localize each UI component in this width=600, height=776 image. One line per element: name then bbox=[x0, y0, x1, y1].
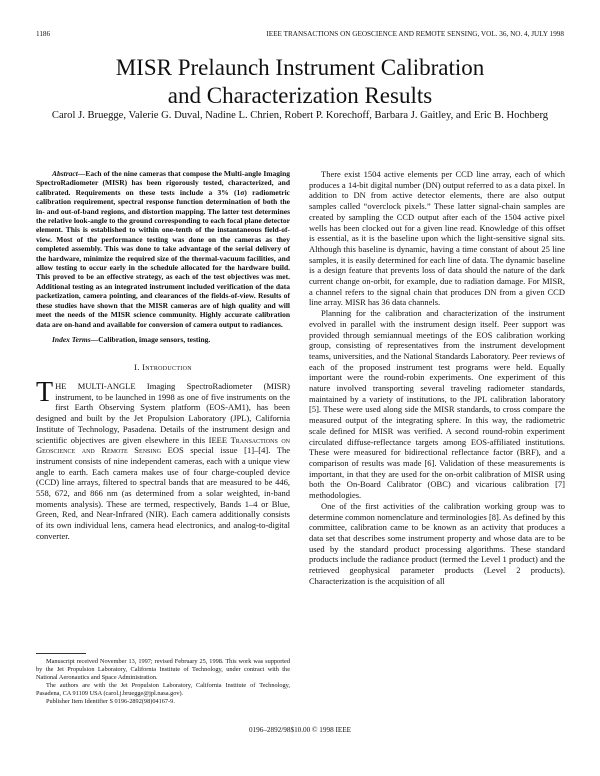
title-line-1: MISR Prelaunch Instrument Calibration bbox=[115, 55, 485, 80]
abstract-text: Each of the nine cameras that compose the Multi-angle Imaging SpectroRadiometer (MISR) has been rigorously tested, characterized, and calibrated. Requirements on these tests include a 3% (1σ) radiometric calibration requirement, spectral response function determination of both the in- and out-of-band regions, and distortion mapping. The latter test determines the relative look-angle to the ground corresponding to each focal plane detector element. This is established to within one-tenth of the instantaneous field-of-view. Most of the performance testing was done on the cameras as they completed assembly. This was done to take advantage of the serial delivery of the hardware, minimize the required size of the thermal-vacuum facilities, and allow testing to occur early in the schedule allocated for the hardware build. This proved to be an effective strategy, as each of the test objectives was met. Additional testing as an integrated instrument included verification of the data packetization, camera pointing, and clearances of the fields-of-view. Results of these studies have shown that the MISR cameras are of high quality and will meet the needs of the MISR science community. Highly accurate calibration data are on-hand and available for conversion of camera output to radiances. bbox=[36, 169, 290, 329]
title-line-2: and Characterization Results bbox=[167, 83, 433, 108]
paragraph: Planning for the calibration and characterization of the instrument evolved in parallel with the instrument design itself. Peer support was provided through semiannual meetings of the EOS calibration working group, consisting of representatives from the instrument development teams, universities, and the National Standards Laboratory. Peer reviews of each of the proposed instrument test programs were held. Equally important were the round-robin experiments. One experiment of this nature involved transporting several traveling radiometer standards, maintained by a variety of institutions, to the JPL calibration laboratory [5]. These were used along side the MISR standards, to cross compare the measured output of the integrating sphere. In this way, the radiometric scale defined for MISR was verified. A second round-robin experiment circulated diffuse-reflectance targets among EOS-affiliated institutions. These were measured for bidirectional reflectance factor (BRF), and a comparison of results was made [6]. Validation of these measurements is important, in that they are used for the on-orbit calibration of MISR using both the On-Board Calibrator (OBC) and vicarious calibration [7] methodologies. bbox=[309, 308, 565, 501]
journal-name-smallcaps: Transactions on Geoscience and Remote Sensing bbox=[36, 434, 291, 456]
footnote-authors: The authors are with the Jet Propulsion Laboratory, California Institute of Technology, Pasadena, CA 91109 USA (carol.j.bruegge@jpl.nasa.gov). bbox=[36, 682, 290, 697]
page-number: 1186 bbox=[36, 30, 51, 38]
abstract-label: Abstract— bbox=[52, 169, 86, 178]
index-terms-text: —Calibration, image sensors, testing. bbox=[90, 334, 211, 344]
right-column bbox=[309, 169, 565, 586]
paragraph: There exist 1504 active elements per CCD line array, each of which produces a 14-bit digital number (DN) output referred to as a data pixel. In addition to DN from active detector elements, there are also output samples called “overclock pixels.” These latter signal-chain samples are created by sampling the CCD output after each of the 1504 active pixel wells has been clocked out for a given line read. Knowledge of this offset is essential, as it is the baseline upon which the light-sensitive signal sits. Although this baseline is dynamic, having a time constant of about 25 line samples, it is easily determined for each line of data. The dynamic baseline is a design feature that prevents loss of data should the nature of the dark current change on-orbit, for example, due to radiation damage. For MISR, a channel refers to the signal chain that produces DN from a given CCD line array. MISR has 36 data channels. bbox=[309, 169, 565, 308]
copyright-line: 0196–2892/98$10.00 © 1998 IEEE bbox=[248, 726, 352, 734]
footnote-identifier: Publisher Item Identifier S 0196-2892(98)04167-9. bbox=[46, 698, 175, 705]
index-terms-label: Index Terms bbox=[52, 334, 91, 344]
footnote-rule bbox=[36, 653, 86, 654]
intro-paragraph bbox=[36, 377, 291, 542]
abstract bbox=[36, 169, 290, 329]
intro-text-rest: EOS special issue [1]–[4]. The instrument consists of nine independent cameras, each with a unique view angle to earth. Each camera makes use of four charge-coupled device (CCD) line arrays, filtered to spectral bands that are measured to be 446, 558, 672, and 866 nm (as determined from a solar weighted, in-band moments analysis). These are termed, respectively, Bands 1–4 or Blue, Green, Red, and Near-Infrared (NIR). Each camera additionally consists of its own individual lens, camera head electronics, and analog-to-digital converter. bbox=[36, 445, 290, 541]
index-terms bbox=[36, 335, 290, 344]
footnotes bbox=[36, 658, 290, 706]
section-heading: I. Introduction bbox=[134, 362, 192, 373]
journal-header: IEEE TRANSACTIONS ON GEOSCIENCE AND REMOTE SENSING, VOL. 36, NO. 4, JULY 1998 bbox=[266, 30, 564, 38]
left-column bbox=[36, 169, 290, 542]
intro-lead: HE MULTI-ANGLE Imaging SpectroRadiometer bbox=[55, 381, 253, 392]
intro-text: (MISR) instrument, to be launched in 1998 as one of five instruments on the first Earth Observing System platform (EOS-AM1), has been designed and built by the Jet Propulsion Laboratory (JPL), California Institute of Technology, Pasadena. Details of the instrument design and scientific objectives are given elsewhere in this IEEE bbox=[36, 381, 291, 445]
paragraph: One of the first activities of the calibration working group was to determine common nomenclature and terminologies [8]. As defined by this committee, calibration came to be known as an activity that produces a data set that describes some instrument property and whose data are to be used by the standard product processing algorithms. These standard products include the radiance product (termed the Level 1 product) and the retrieved geophysical parameter products (Level 2 products). Characterization is the acquisition of all bbox=[309, 500, 565, 586]
paper-title bbox=[20, 54, 580, 110]
drop-cap: T bbox=[36, 377, 54, 409]
author-list: Carol J. Bruegge, Valerie G. Duval, Nadine L. Chrien, Robert P. Korechoff, Barbara J. Gaitley, and Eric B. Hochberg bbox=[51, 110, 549, 121]
footnote-manuscript: Manuscript received November 13, 1997; revised February 25, 1998. This work was supported by the Jet Propulsion Laboratory, California Institute of Technology, under contract with the National Aeronautics and Space Administration. bbox=[36, 658, 290, 681]
